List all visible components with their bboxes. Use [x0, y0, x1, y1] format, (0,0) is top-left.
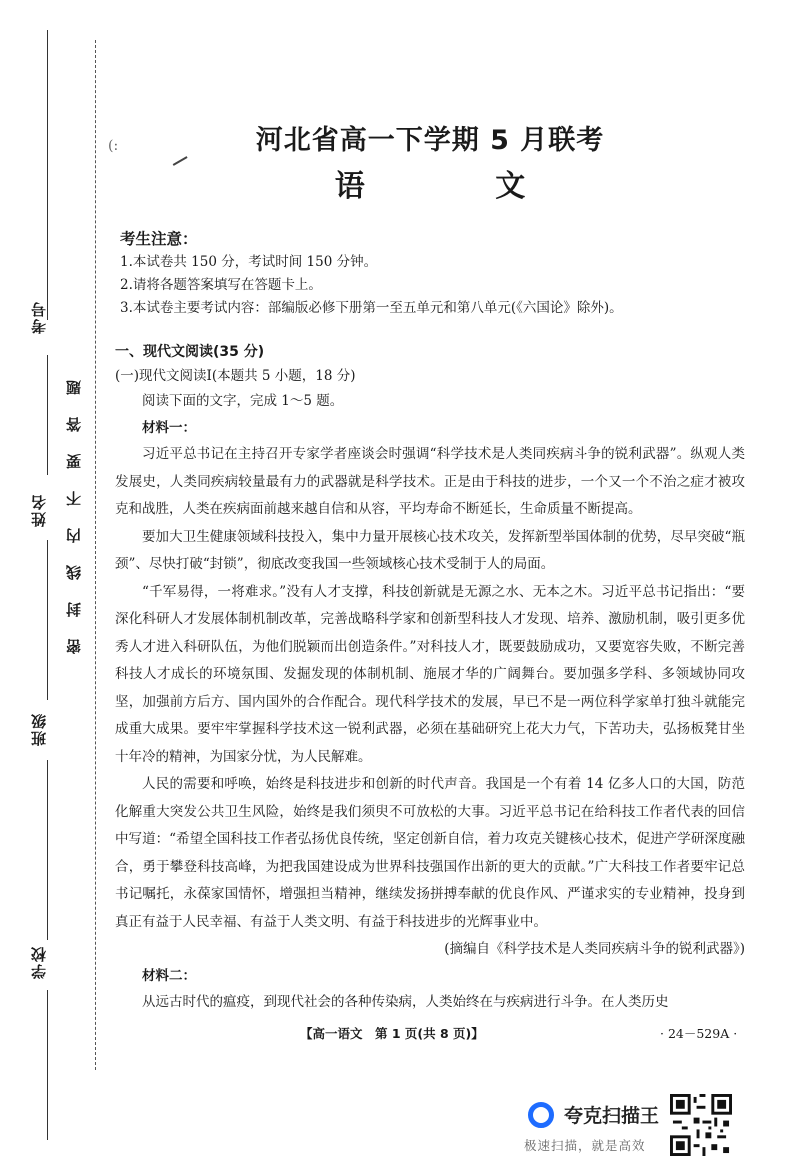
exam-page-content	[115, 118, 745, 1017]
scanner-watermark	[520, 1094, 760, 1158]
scanner-app-name: 夸克扫描王	[564, 1105, 660, 1127]
seal-char: 封	[64, 602, 83, 617]
margin-line	[47, 30, 48, 320]
passage-paragraph: 要加大卫生健康领域科技投入，集中力量开展核心技术攻关，发挥新型举国体制的优势，尽早突破“瓶颈”、尽快打破“封锁”，彻底改变我国一些领域核心技术受制于人的局面。	[115, 528, 745, 572]
passage-source: (摘编自《科学技术是人类同疾病斗争的锐利武器》)	[444, 941, 745, 957]
notice-title: 考生注意：	[120, 230, 198, 248]
seal-char: 线	[64, 565, 83, 580]
quark-logo-icon	[528, 1102, 554, 1128]
seal-line	[95, 40, 96, 1070]
exam-title: 河北省高一下学期 5 月联考	[255, 125, 605, 156]
exam-number-label: 考号	[30, 300, 48, 334]
margin-line	[47, 990, 48, 1140]
seal-line-warning	[63, 380, 83, 654]
exam-code: · 24－529A ·	[660, 1026, 738, 1041]
margin-line	[47, 760, 48, 940]
qr-code-icon	[670, 1094, 732, 1156]
seal-char: 题	[64, 380, 83, 395]
candidate-notice	[120, 227, 745, 320]
passage-paragraph: 人民的需要和呼唤，始终是科技进步和创新的时代声音。我国是一个有着 14 亿多人口的大国，防范化解重大突发公共卫生风险，始终是我们须臾不可放松的大事。习近平总书记在给科技工作者代表的回信中写道：“希望全国科技工作者弘扬优良传统，坚定创新自信，着力攻克关键核心技术，促进产学研深度融合，勇于攀登科技高峰，为把我国建设成为世界科技强国作出新的更大的贡献。”广大科技工作者要牢记总书记嘱托，永葆家国情怀，增强担当精神，继续发扬拼搏奉献的优良作风、严谨求实的专业精神，投身到真正有益于人民幸福、有益于人类文明、有益于科技进步的光辉事业中。	[115, 776, 745, 930]
subsection-heading: (一)现代文阅读Ⅰ(本题共 5 小题，18 分)	[115, 368, 356, 384]
seal-char: 内	[64, 528, 83, 543]
seal-char: 要	[64, 454, 83, 469]
notice-item: 1.本试卷共 150 分，考试时间 150 分钟。	[120, 254, 378, 270]
passage-paragraph: 从远古时代的瘟疫，到现代社会的各种传染病，人类始终在与疾病进行斗争。在人类历史	[142, 994, 669, 1010]
reading-instruction: 阅读下面的文字，完成 1～5 题。	[142, 393, 344, 409]
seal-char: 不	[64, 491, 83, 506]
material-one-label: 材料一：	[142, 420, 196, 436]
page-footer	[0, 1024, 794, 1048]
seal-char: 密	[64, 639, 83, 654]
binding-margin	[0, 0, 100, 1169]
school-label: 学校	[30, 945, 48, 979]
section-heading: 一、现代文阅读(35 分)	[115, 344, 265, 360]
class-label: 班级	[30, 712, 48, 746]
notice-item: 3.本试卷主要考试内容：部编版必修下册第一至五单元和第八单元(《六国论》除外)。	[120, 300, 623, 316]
passage-paragraph: 习近平总书记在主持召开专家学者座谈会时强调“科学技术是人类同疾病斗争的锐利武器”。纵观人类发展史，人类同疾病较量最有力的武器就是科学技术。正是由于科技的进步，一个又一个不治之症才被攻克和战胜，人类在疾病面前越来越自信和从容，平均寿命不断延长，生命质量不断提高。	[115, 446, 745, 517]
margin-line	[47, 355, 48, 475]
margin-line	[47, 540, 48, 700]
page-info: 【高一语文 第 1 页(共 8 页)】	[300, 1026, 484, 1041]
name-label: 姓名	[30, 493, 48, 527]
seal-char: 答	[64, 417, 83, 432]
corner-mark: (:	[108, 138, 119, 154]
material-two-label: 材料二：	[142, 968, 196, 984]
notice-item: 2.请将各题答案填写在答题卡上。	[120, 277, 322, 293]
passage-paragraph: “千军易得，一将难求。”没有人才支撑，科技创新就是无源之水、无本之木。习近平总书记指出：“要深化科研人才发展体制机制改革，完善战略科学家和创新型科技人才发现、培养、激励机制，吸引更多优秀人才进入科研队伍，为他们脱颖而出创造条件。”对科技人才，既要鼓励成功，又要宽容失败，不断完善科技人才成长的环境氛围、发掘发现的体制机制、施展才华的广阔舞台。要加强多学科、多领域协同攻坚，加强前方后方、国内国外的合作配合。现代科学技术的发展，早已不是一两位科学家单打独斗就能完成重大成果。要牢牢掌握科学技术这一锐利武器，必须在基础研究上花大力气，下苦功夫，弘扬板凳甘坐十年冷的精神，为国家分忧，为人民解难。	[115, 583, 745, 765]
scanner-slogan: 极速扫描，就是高效	[524, 1138, 646, 1153]
subject-title: 语 文	[334, 169, 586, 204]
